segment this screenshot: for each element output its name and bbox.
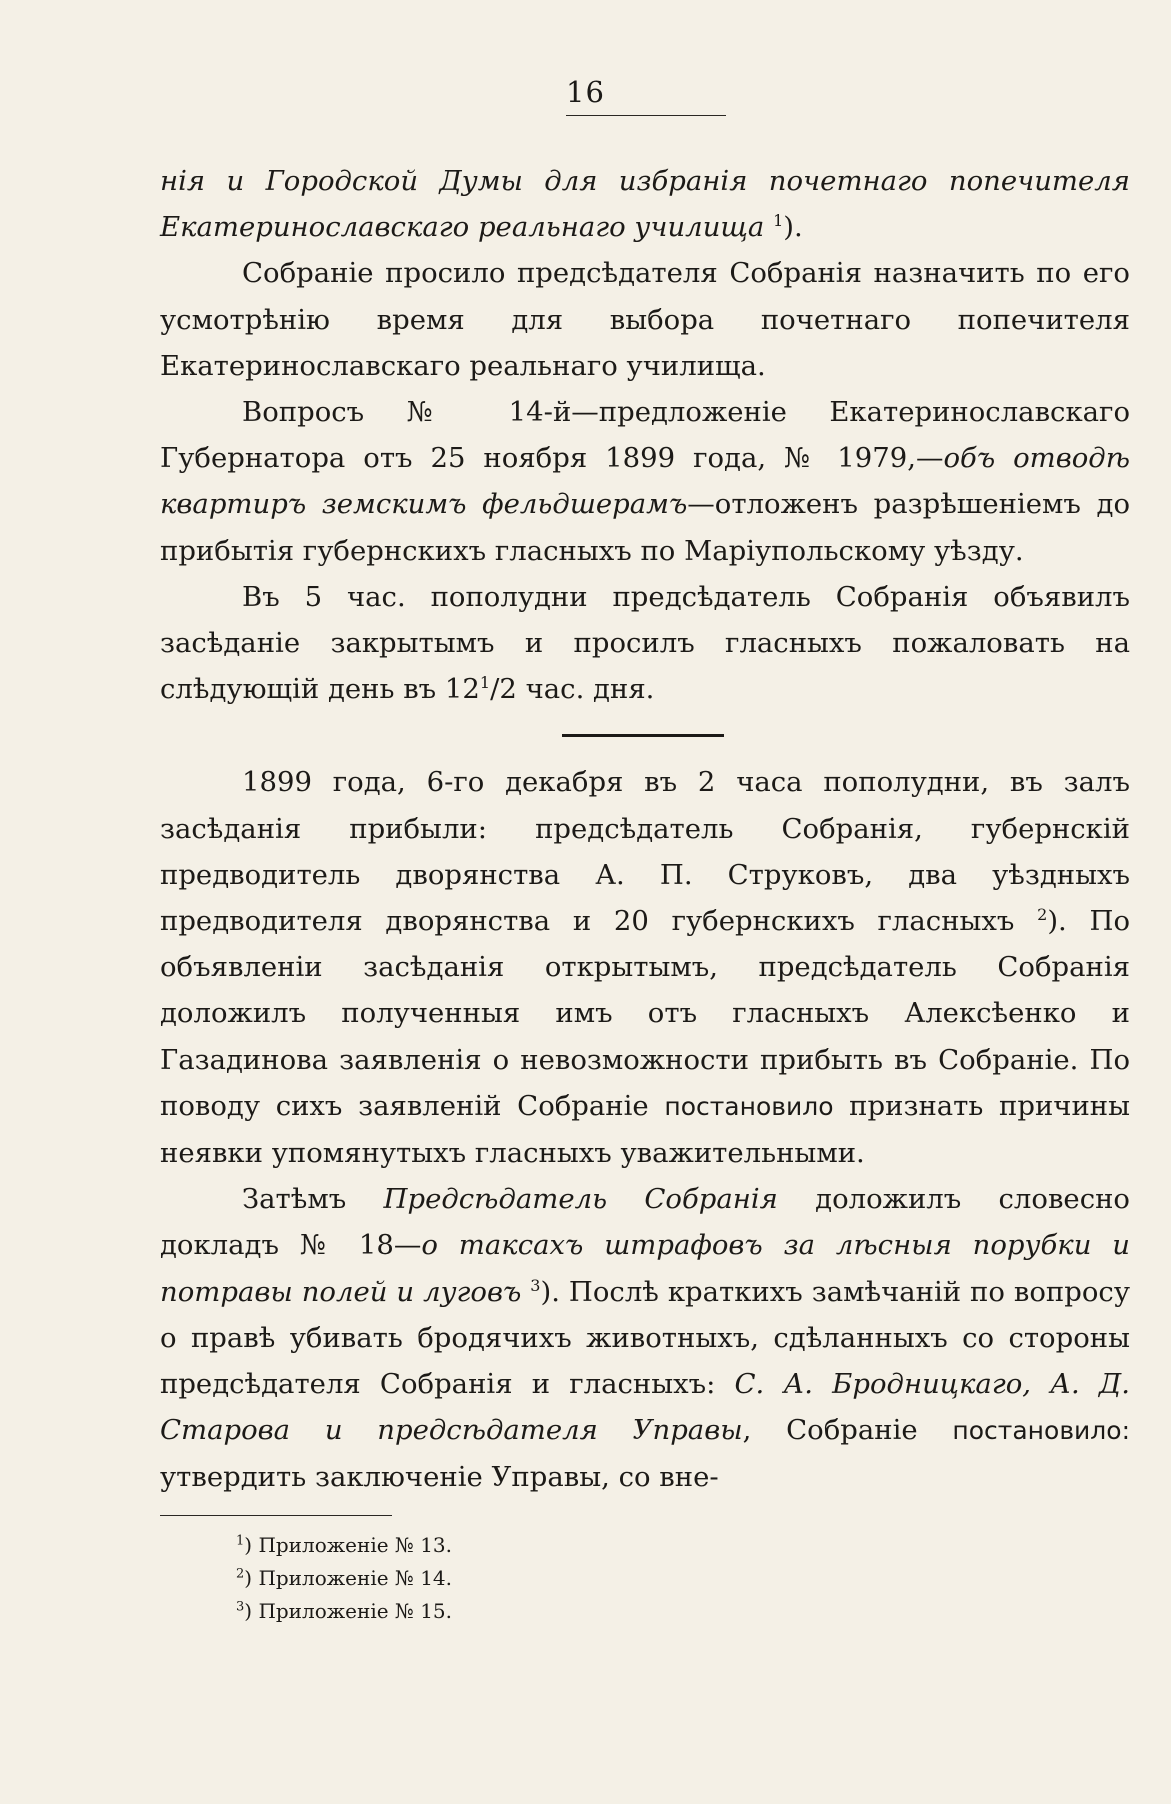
footnote-ref-3: 3 [530,1275,541,1295]
paragraph-6: Затѣмъ Предсѣдатель Собранія доложилъ словесно докладъ № 18—о таксахъ штрафовъ за лѣсныя порубки и потравы полей и луговъ $^3$). Послѣ краткихъ замѣчаній по вопросу о правѣ убивать бродячихъ животныхъ, сдѣланныхъ со стороны предсѣдателя Собранія и гласныхъ: С. А. Бродницкаго, А. Д. Старова и предсѣдателя Управы, Собраніе постановило: утвердить заключеніе Управы, со вне- [160,1183,1130,1494]
paragraph-5: 1899 года, 6-го декабря въ 2 часа пополудни, въ залъ засѣданія прибыли: предсѣдатель Собранія, губернскій предводитель дворянства А. П. Струковъ, два уѣздныхъ предводителя дворянства и 20 губернскихъ гласныхъ $^2$). По объявленіи засѣданія открытымъ, предсѣдатель Собранія доложилъ полученныя имъ отъ гласныхъ Алексѣенко и Газадинова заявленія о невозможности прибыть въ Собраніе. По поводу сихъ заявленій Собраніе постановило признать причины неявки упомянутыхъ гласныхъ уважительными. [160,766,1131,1170]
page-number-rule [566,115,726,116]
decree-word: постановило [664,1091,834,1121]
footnote-3: $^3$) Приложеніе № 15. [236,1599,453,1623]
paragraph-3: Вопросъ № 14-й—предложеніе Екатеринославскаго Губернатора отъ 25 ноября 1899 года, № 1979,—объ отводѣ квартиръ земскимъ фельдшерамъ—отложенъ разрѣшеніемъ до прибытія губернскихъ гласныхъ по Маріупольскому уѣзду. [160,396,1130,567]
body-text [160,158,1130,1501]
footnote-rule [160,1515,392,1516]
footnote-2: $^2$) Приложеніе № 14. [236,1566,453,1590]
paragraph-2: Собраніе просило предсѣдателя Собранія назначить по его усмотрѣнію время для выбора почетнаго попечителя Екатеринославскаго реальнаго училища. [160,257,1130,382]
footnote-1: $^1$) Приложеніе № 13. [236,1533,453,1557]
footnote-ref-2: 2 [1037,904,1048,924]
paragraph-4: Въ 5 час. пополудни предсѣдатель Собранія объявилъ засѣданіе закрытымъ и просилъ гласныхъ пожаловать на слѣдующій день въ $12^1/2$ час. дня. [160,580,1130,706]
footnotes [236,1529,452,1628]
section-divider [562,734,724,737]
page-number: 16 [566,75,605,109]
decree-word: постановило: [952,1416,1130,1446]
footnote-ref-1: 1 [773,211,784,231]
paragraph-1: нія и Городской Думы для избранія почетнаго попечителя Екатеринославскаго реальнаго училища $^1$). [160,165,1130,244]
